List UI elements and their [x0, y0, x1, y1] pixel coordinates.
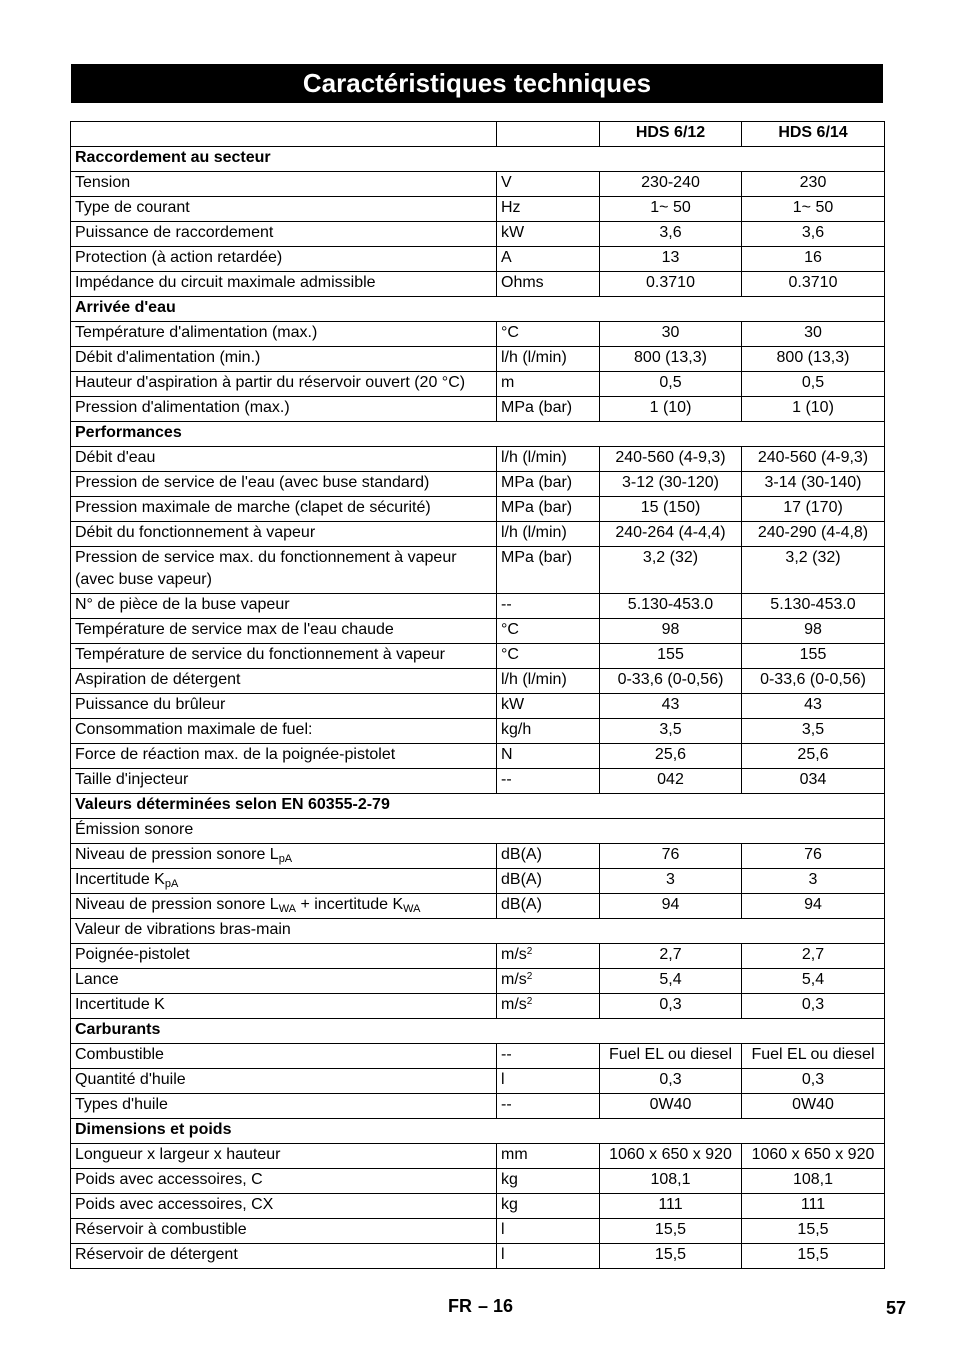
row-value-model1: 76	[600, 844, 742, 869]
row-label: Débit d'eau	[71, 447, 497, 472]
row-label: Incertitude K	[71, 994, 497, 1019]
row-label: Débit d'alimentation (min.)	[71, 347, 497, 372]
table-row	[71, 472, 885, 497]
subsection-title: Valeur de vibrations bras-main	[71, 919, 885, 944]
table-row	[71, 247, 885, 272]
row-value-model2: 3,5	[742, 719, 885, 744]
row-value-model2: 5,4	[742, 969, 885, 994]
row-label	[71, 894, 497, 919]
header-blank	[71, 122, 497, 147]
row-value-model2: 17 (170)	[742, 497, 885, 522]
row-unit: MPa (bar)	[497, 497, 600, 522]
row-value-model2: 15,5	[742, 1244, 885, 1269]
row-value-model2: 230	[742, 172, 885, 197]
row-label: Température de service du fonctionnement à vapeur	[71, 644, 497, 669]
row-value-model1: 25,6	[600, 744, 742, 769]
row-unit: kg/h	[497, 719, 600, 744]
row-unit: l/h (l/min)	[497, 669, 600, 694]
section-title: Raccordement au secteur	[71, 147, 885, 172]
row-value-model1: 1 (10)	[600, 397, 742, 422]
row-value-model2: 16	[742, 247, 885, 272]
row-unit: Hz	[497, 197, 600, 222]
table-row	[71, 1069, 885, 1094]
section-title: Arrivée d'eau	[71, 297, 885, 322]
row-value-model2: 155	[742, 644, 885, 669]
row-label-subscript: WA	[278, 903, 296, 915]
subsection-row	[71, 819, 885, 844]
row-label: Pression de service de l'eau (avec buse standard)	[71, 472, 497, 497]
table-row	[71, 694, 885, 719]
row-label: Force de réaction max. de la poignée-pistolet	[71, 744, 497, 769]
row-value-model2: Fuel EL ou diesel	[742, 1044, 885, 1069]
table-row	[71, 547, 885, 594]
row-label: Pression maximale de marche (clapet de sécurité)	[71, 497, 497, 522]
row-unit: dB(A)	[497, 844, 600, 869]
table-row	[71, 372, 885, 397]
row-value-model2: 240-290 (4-4,8)	[742, 522, 885, 547]
table-row	[71, 719, 885, 744]
row-value-model2: 800 (13,3)	[742, 347, 885, 372]
table-row	[71, 1094, 885, 1119]
row-unit: °C	[497, 619, 600, 644]
row-value-model2: 111	[742, 1194, 885, 1219]
row-value-model1: 042	[600, 769, 742, 794]
table-row	[71, 497, 885, 522]
row-unit: --	[497, 1094, 600, 1119]
table-row	[71, 844, 885, 869]
row-value-model1: 5.130-453.0	[600, 594, 742, 619]
table-row	[71, 1169, 885, 1194]
row-unit: Ohms	[497, 272, 600, 297]
row-value-model2: 3-14 (30-140)	[742, 472, 885, 497]
section-row	[71, 297, 885, 322]
row-value-model1: 0W40	[600, 1094, 742, 1119]
row-unit: kW	[497, 222, 600, 247]
row-label: Hauteur d'aspiration à partir du réservoir ouvert (20 °C)	[71, 372, 497, 397]
row-label: Impédance du circuit maximale admissible	[71, 272, 497, 297]
row-unit: A	[497, 247, 600, 272]
row-label: Poids avec accessoires, C	[71, 1169, 497, 1194]
row-label: Type de courant	[71, 197, 497, 222]
row-label: Pression de service max. du fonctionnement à vapeur (avec buse vapeur)	[71, 547, 497, 594]
row-label: Taille d'injecteur	[71, 769, 497, 794]
row-value-model1: 15,5	[600, 1244, 742, 1269]
row-value-model1: 111	[600, 1194, 742, 1219]
row-value-model2: 5.130-453.0	[742, 594, 885, 619]
row-label: Longueur x largeur x hauteur	[71, 1144, 497, 1169]
row-unit: --	[497, 1044, 600, 1069]
row-value-model2: 43	[742, 694, 885, 719]
row-value-model1: Fuel EL ou diesel	[600, 1044, 742, 1069]
row-unit: l/h (l/min)	[497, 347, 600, 372]
row-value-model1: 2,7	[600, 944, 742, 969]
row-unit-superscript: 2	[526, 971, 533, 982]
table-row	[71, 669, 885, 694]
row-label	[71, 844, 497, 869]
row-unit: MPa (bar)	[497, 472, 600, 497]
row-value-model1: 15,5	[600, 1219, 742, 1244]
row-value-model1: 3-12 (30-120)	[600, 472, 742, 497]
row-label: Réservoir à combustible	[71, 1219, 497, 1244]
header-model-hds-6-14: HDS 6/14	[742, 122, 885, 147]
row-value-model1: 240-264 (4-4,4)	[600, 522, 742, 547]
row-value-model2: 76	[742, 844, 885, 869]
footer-page-number: 57	[885, 1298, 906, 1318]
row-value-model2: 30	[742, 322, 885, 347]
row-value-model1: 0.3710	[600, 272, 742, 297]
row-unit: MPa (bar)	[497, 547, 600, 594]
table-row	[71, 197, 885, 222]
row-value-model2: 108,1	[742, 1169, 885, 1194]
row-label-subscript: pA	[164, 878, 179, 890]
page-title: Caractéristiques techniques	[71, 64, 883, 103]
row-unit-text: m/s	[501, 971, 527, 988]
row-value-model1: 0,3	[600, 994, 742, 1019]
subsection-row	[71, 919, 885, 944]
subsection-title: Émission sonore	[71, 819, 885, 844]
row-label-subscript: pA	[278, 853, 293, 865]
header-unit-blank	[497, 122, 600, 147]
row-value-model1: 94	[600, 894, 742, 919]
row-value-model1: 3,6	[600, 222, 742, 247]
row-label-text-b: + incertitude K	[296, 896, 404, 913]
table-row	[71, 1244, 885, 1269]
row-label: Pression d'alimentation (max.)	[71, 397, 497, 422]
row-label: Aspiration de détergent	[71, 669, 497, 694]
table-row	[71, 594, 885, 619]
header-model-hds-6-12: HDS 6/12	[600, 122, 742, 147]
row-unit: l/h (l/min)	[497, 447, 600, 472]
table-row	[71, 1194, 885, 1219]
table-row	[71, 769, 885, 794]
row-value-model2: 1~ 50	[742, 197, 885, 222]
row-value-model1: 0,5	[600, 372, 742, 397]
row-value-model2: 1 (10)	[742, 397, 885, 422]
row-unit-superscript: 2	[526, 996, 533, 1007]
row-value-model2: 1060 x 650 x 920	[742, 1144, 885, 1169]
table-row	[71, 994, 885, 1019]
row-label: Puissance de raccordement	[71, 222, 497, 247]
row-unit: °C	[497, 322, 600, 347]
footer-lang-code: FR	[448, 1296, 472, 1316]
row-label: Combustible	[71, 1044, 497, 1069]
row-value-model1: 13	[600, 247, 742, 272]
table-row	[71, 894, 885, 919]
row-unit: l/h (l/min)	[497, 522, 600, 547]
row-label: Température d'alimentation (max.)	[71, 322, 497, 347]
row-value-model1: 3	[600, 869, 742, 894]
row-value-model1: 5,4	[600, 969, 742, 994]
row-label-text: Incertitude K	[75, 871, 165, 888]
row-unit-text: m/s	[501, 996, 527, 1013]
table-row	[71, 272, 885, 297]
row-label: Lance	[71, 969, 497, 994]
section-row	[71, 1119, 885, 1144]
table-row	[71, 522, 885, 547]
spec-table	[70, 121, 885, 1269]
row-value-model2: 0.3710	[742, 272, 885, 297]
row-value-model2: 0W40	[742, 1094, 885, 1119]
row-label: Types d'huile	[71, 1094, 497, 1119]
row-unit: kg	[497, 1169, 600, 1194]
row-unit: l	[497, 1219, 600, 1244]
table-row	[71, 1044, 885, 1069]
section-row	[71, 422, 885, 447]
row-unit: dB(A)	[497, 894, 600, 919]
row-value-model1: 108,1	[600, 1169, 742, 1194]
section-title: Performances	[71, 422, 885, 447]
table-row	[71, 347, 885, 372]
row-value-model1: 1060 x 650 x 920	[600, 1144, 742, 1169]
row-label-subscript-b: WA	[403, 903, 421, 915]
table-row	[71, 222, 885, 247]
row-label: Tension	[71, 172, 497, 197]
row-value-model1: 230-240	[600, 172, 742, 197]
row-value-model2: 3	[742, 869, 885, 894]
row-label: Consommation maximale de fuel:	[71, 719, 497, 744]
row-unit: MPa (bar)	[497, 397, 600, 422]
row-label: Protection (à action retardée)	[71, 247, 497, 272]
row-value-model2: 0,3	[742, 1069, 885, 1094]
row-label: Quantité d'huile	[71, 1069, 497, 1094]
row-value-model2: 94	[742, 894, 885, 919]
row-value-model1: 155	[600, 644, 742, 669]
row-value-model2: 98	[742, 619, 885, 644]
row-unit: l	[497, 1244, 600, 1269]
table-row	[71, 644, 885, 669]
row-unit-text: m/s	[501, 946, 527, 963]
row-unit	[497, 969, 600, 994]
row-unit: °C	[497, 644, 600, 669]
row-value-model2: 0,3	[742, 994, 885, 1019]
section-row	[71, 1019, 885, 1044]
table-row	[71, 619, 885, 644]
table-header-row	[71, 122, 885, 147]
section-row	[71, 794, 885, 819]
row-unit: l	[497, 1069, 600, 1094]
row-unit: kW	[497, 694, 600, 719]
table-row	[71, 744, 885, 769]
row-unit: m	[497, 372, 600, 397]
row-unit: kg	[497, 1194, 600, 1219]
row-unit: mm	[497, 1144, 600, 1169]
row-value-model2: 15,5	[742, 1219, 885, 1244]
row-value-model1: 800 (13,3)	[600, 347, 742, 372]
row-value-model1: 1~ 50	[600, 197, 742, 222]
row-unit-superscript: 2	[526, 946, 533, 957]
row-value-model2: 25,6	[742, 744, 885, 769]
row-unit	[497, 944, 600, 969]
row-label: N° de pièce de la buse vapeur	[71, 594, 497, 619]
section-title: Dimensions et poids	[71, 1119, 885, 1144]
table-row	[71, 944, 885, 969]
table-row	[71, 969, 885, 994]
row-unit: dB(A)	[497, 869, 600, 894]
row-unit: V	[497, 172, 600, 197]
row-value-model2: 034	[742, 769, 885, 794]
table-row	[71, 322, 885, 347]
row-label-text: Niveau de pression sonore L	[75, 896, 279, 913]
table-row	[71, 1144, 885, 1169]
section-row	[71, 147, 885, 172]
row-value-model2: 240-560 (4-9,3)	[742, 447, 885, 472]
section-title: Valeurs déterminées selon EN 60355-2-79	[71, 794, 885, 819]
row-value-model2: 3,6	[742, 222, 885, 247]
row-label: Débit du fonctionnement à vapeur	[71, 522, 497, 547]
row-unit	[497, 994, 600, 1019]
row-unit: --	[497, 769, 600, 794]
row-value-model1: 0-33,6 (0-0,56)	[600, 669, 742, 694]
table-row	[71, 869, 885, 894]
row-unit: --	[497, 594, 600, 619]
table-row	[71, 397, 885, 422]
row-label: Température de service max de l'eau chaude	[71, 619, 497, 644]
table-row	[71, 447, 885, 472]
row-label: Puissance du brûleur	[71, 694, 497, 719]
row-label-text: Niveau de pression sonore L	[75, 846, 279, 863]
footer-dash: –	[478, 1296, 489, 1316]
row-label: Poids avec accessoires, CX	[71, 1194, 497, 1219]
row-value-model1: 43	[600, 694, 742, 719]
row-value-model1: 15 (150)	[600, 497, 742, 522]
row-label	[71, 869, 497, 894]
row-unit: N	[497, 744, 600, 769]
section-title: Carburants	[71, 1019, 885, 1044]
row-label: Poignée-pistolet	[71, 944, 497, 969]
row-value-model1: 0,3	[600, 1069, 742, 1094]
row-value-model2: 0-33,6 (0-0,56)	[742, 669, 885, 694]
table-row	[71, 172, 885, 197]
row-value-model1: 30	[600, 322, 742, 347]
row-value-model2: 3,2 (32)	[742, 547, 885, 594]
row-label: Réservoir de détergent	[71, 1244, 497, 1269]
table-row	[71, 1219, 885, 1244]
row-value-model2: 2,7	[742, 944, 885, 969]
footer-section-page: 16	[493, 1296, 514, 1316]
row-value-model2: 0,5	[742, 372, 885, 397]
row-value-model1: 240-560 (4-9,3)	[600, 447, 742, 472]
footer-language	[448, 1296, 513, 1317]
row-value-model1: 3,5	[600, 719, 742, 744]
row-value-model1: 98	[600, 619, 742, 644]
row-value-model1: 3,2 (32)	[600, 547, 742, 594]
